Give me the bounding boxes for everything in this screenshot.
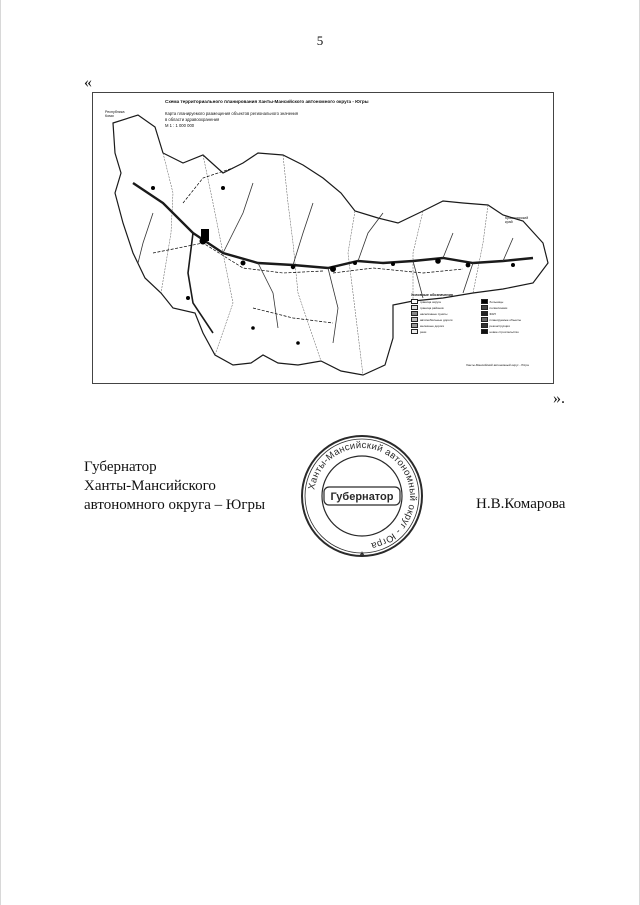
- signatory-title: [84, 458, 265, 515]
- official-seal: [298, 432, 426, 560]
- legend-items: [411, 299, 546, 334]
- legend-footer: Ханты-Мансийский автономный округ - Югра: [466, 363, 529, 367]
- legend-item: ФАП: [481, 311, 547, 316]
- legend-item: больницы: [481, 299, 547, 304]
- signatory-line-3: автономного округа – Югры: [84, 497, 266, 513]
- legend-item: реконструкция: [481, 323, 547, 328]
- legend-item: реки: [411, 329, 477, 334]
- seal-ring-text: Ханты-Мансийский автономный округ - Югра: [306, 439, 419, 552]
- map-legend: [411, 293, 546, 373]
- legend-title: Условные обозначения: [411, 293, 453, 297]
- closing-quote: ».: [553, 390, 565, 407]
- river-ob: [133, 183, 533, 268]
- signatory-line-1: Губернатор: [84, 459, 157, 475]
- river-irtysh: [188, 233, 213, 333]
- label-northwest: Республика Коми: [105, 110, 125, 118]
- legend-item: автомобильные дороги: [411, 317, 477, 322]
- legend-item: граница районов: [411, 305, 477, 310]
- legend-item: граница округа: [411, 299, 477, 304]
- seal-star-icon: ✱: [359, 552, 365, 558]
- signatory-line-2: Ханты-Мансийского: [84, 478, 216, 494]
- seal-center-text: Губернатор: [330, 491, 394, 503]
- territorial-planning-map: [92, 92, 554, 384]
- seal-graphic: [298, 432, 426, 560]
- legend-item: железные дороги: [411, 323, 477, 328]
- map-scale: М 1 : 1 000 000: [165, 123, 195, 128]
- legend-item: новое строительство: [481, 329, 547, 334]
- signer-name: Н.В.Комарова: [476, 496, 566, 512]
- label-east: Красноярский край: [505, 216, 529, 224]
- map-subtitle: Карта планируемого размещения объектов регионального значения: [165, 111, 298, 116]
- map-subtitle-2: в области здравоохранения: [165, 117, 220, 122]
- legend-item: населённые пункты: [411, 311, 477, 316]
- map-title: Схема территориального планирования Ханты-Мансийского автономного округа - Югры: [165, 99, 369, 104]
- legend-item: планируемые объекты: [481, 317, 547, 322]
- page-number: 5: [316, 33, 324, 48]
- legend-item: поликлиники: [481, 305, 547, 310]
- opening-quote: «: [84, 74, 92, 91]
